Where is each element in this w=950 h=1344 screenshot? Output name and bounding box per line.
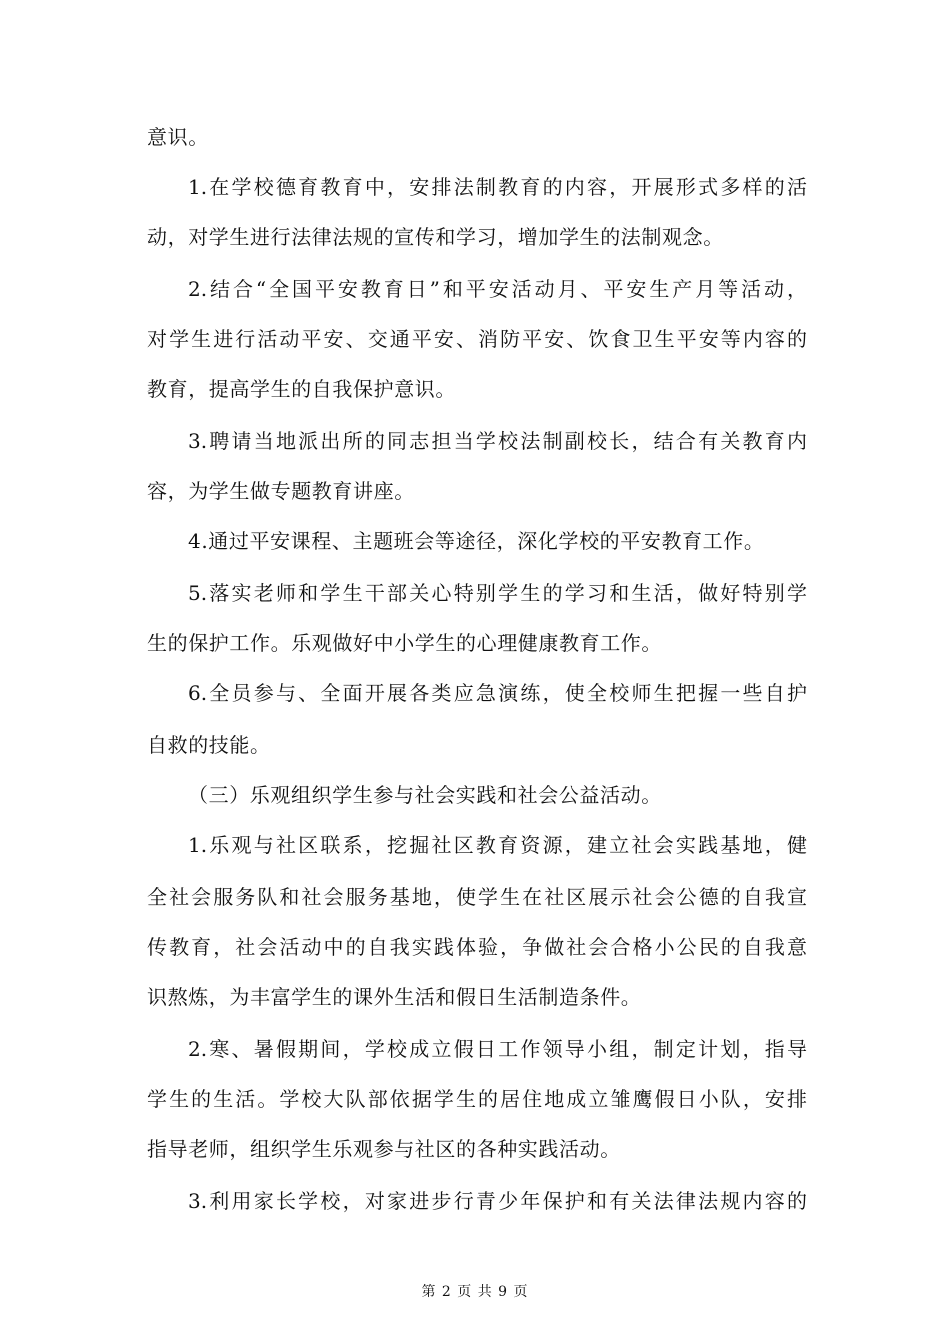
- paragraph-7-line-1: 1.乐观与社区联系，挖掘社区教育资源，建立社会实践基地，健: [188, 833, 807, 857]
- paragraph-8-line-2: 学生的生活。学校大队部依据学生的居住地成立雏鹰假日小队，安排: [147, 1087, 807, 1111]
- paragraph-2-line-2: 对学生进行活动平安、交通平安、消防平安、饮食卫生平安等内容的: [147, 327, 807, 351]
- paragraph-7-line-3: 传教育，社会活动中的自我实践体验，争做社会合格小公民的自我意: [147, 935, 807, 959]
- page-number-footer: 第 2 页 共 9 页: [421, 1284, 529, 1300]
- paragraph-8-line-3: 指导老师，组织学生乐观参与社区的各种实践活动。: [147, 1137, 621, 1161]
- paragraph-4-line-1: 4.通过平安课程、主题班会等途径，深化学校的平安教育工作。: [188, 529, 765, 553]
- section-heading: （三）乐观组织学生参与社会实践和社会公益活动。: [188, 783, 662, 807]
- paragraph-2-line-1: 2.结合“全国平安教育日”和平安活动月、平安生产月等活动，: [188, 277, 807, 301]
- paragraph-7-line-2: 全社会服务队和社会服务基地，使学生在社区展示社会公德的自我宣: [147, 885, 807, 909]
- paragraph-5-line-2: 生的保护工作。乐观做好中小学生的心理健康教育工作。: [147, 631, 662, 655]
- paragraph-1-line-1: 1.在学校德育教育中，安排法制教育的内容，开展形式多样的活: [188, 175, 807, 199]
- paragraph-7-line-4: 识熬炼，为丰富学生的课外生活和假日生活制造条件。: [147, 985, 642, 1009]
- paragraph-1-line-2: 动，对学生进行法律法规的宣传和学习，增加学生的法制观念。: [147, 225, 724, 249]
- paragraph-9-line-1: 3.利用家长学校，对家进步行青少年保护和有关法律法规内容的: [188, 1189, 807, 1213]
- text-line: 意识。: [147, 125, 209, 149]
- paragraph-3-line-2: 容，为学生做专题教育讲座。: [147, 479, 415, 503]
- paragraph-3-line-1: 3.聘请当地派出所的同志担当学校法制副校长，结合有关教育内: [188, 429, 807, 453]
- paragraph-5-line-1: 5.落实老师和学生干部关心特别学生的学习和生活，做好特别学: [188, 581, 807, 605]
- paragraph-6-line-2: 自救的技能。: [147, 733, 271, 757]
- paragraph-6-line-1: 6.全员参与、全面开展各类应急演练，使全校师生把握一些自护: [188, 681, 807, 705]
- paragraph-8-line-1: 2.寒、暑假期间，学校成立假日工作领导小组，制定计划，指导: [188, 1037, 807, 1061]
- paragraph-2-line-3: 教育，提高学生的自我保护意识。: [147, 377, 456, 401]
